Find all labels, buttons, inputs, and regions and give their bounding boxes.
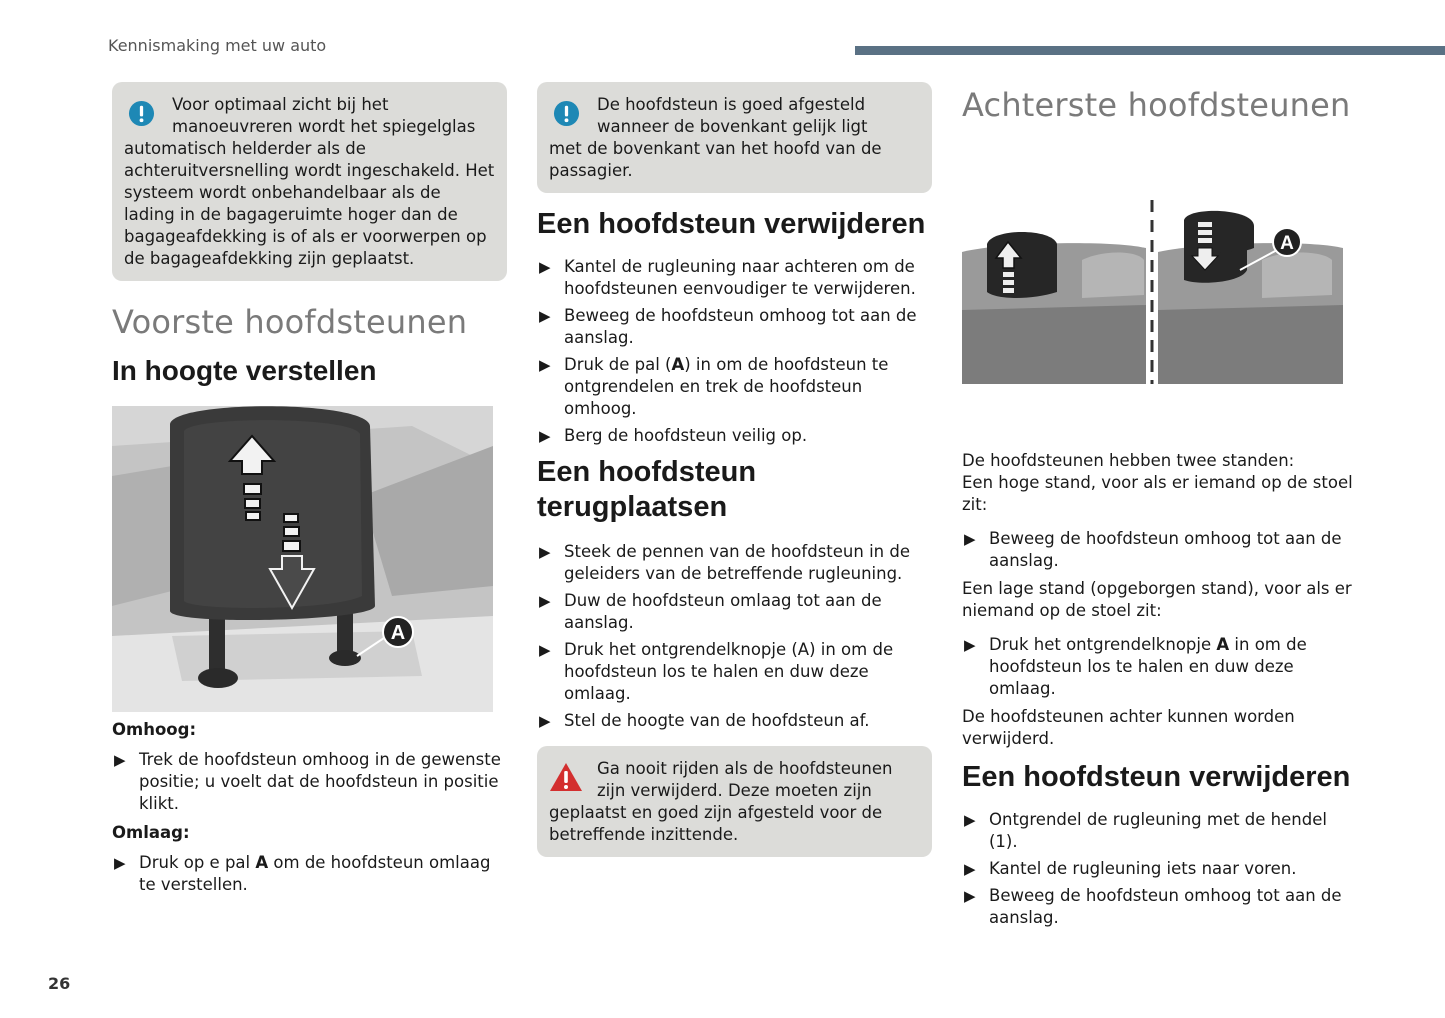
column-1 xyxy=(112,82,507,901)
warning-note: Ga nooit rijden als de hoofdsteunen zijn verwijderd. Deze moeten zijn geplaatst en goed zijn afgesteld voor de betreffende inzittende. xyxy=(537,746,932,857)
intro-text: De hoofdsteunen hebben twee standen: xyxy=(962,451,1295,470)
section-title-rear: Achterste hoofdsteunen xyxy=(962,86,1351,124)
list-item: ▶ Kantel de rugleuning iets naar voren. xyxy=(964,859,1297,878)
triangle-right-icon: ▶ xyxy=(114,854,126,872)
label-omhoog: Omhoog: xyxy=(112,720,197,739)
column-3 xyxy=(962,82,1357,934)
list-item: ▶ Ontgrendel de rugleuning met de hendel (1). xyxy=(964,810,1327,851)
triangle-right-icon: ▶ xyxy=(964,860,976,878)
rear-headrest-figure xyxy=(962,200,1343,384)
info-icon xyxy=(128,100,155,127)
triangle-right-icon: ▶ xyxy=(964,887,976,905)
triangle-right-icon: ▶ xyxy=(539,641,551,659)
triangle-right-icon: ▶ xyxy=(539,307,551,325)
list-item: ▶ Druk op e pal A om de hoofdsteun omlaag te verstellen. xyxy=(114,853,491,894)
triangle-right-icon: ▶ xyxy=(539,258,551,276)
info-icon xyxy=(553,100,580,127)
info-note-rest: automatisch helderder als de achteruitversnelling wordt ingeschakeld. Het systeem wordt onbehandelbaar als de lading in de bagageruimte hoger dan de bagageafdekking is of als er voorwerpen op de bagageafdekking zijn geplaatst. xyxy=(124,139,495,268)
list-item: ▶ Berg de hoofdsteun veilig op. xyxy=(539,426,808,445)
high-text: Een hoge stand, voor als er iemand op de stoel zit: xyxy=(962,473,1353,514)
title-replace: Een hoofdsteun terugplaatsen xyxy=(537,456,757,523)
warning-icon xyxy=(549,762,583,792)
info-note-2: De hoofdsteun is goed afgesteld wanneer de bovenkant gelijk ligt met de bovenkant van het hoofd van de passagier. xyxy=(537,82,932,193)
triangle-right-icon: ▶ xyxy=(539,543,551,561)
triangle-right-icon: ▶ xyxy=(964,530,976,548)
list-item: ▶ Stel de hoogte van de hoofdsteun af. xyxy=(539,711,870,730)
header-bar xyxy=(855,46,1445,55)
triangle-right-icon: ▶ xyxy=(964,811,976,829)
removable-text: De hoofdsteunen achter kunnen worden verwijderd. xyxy=(962,707,1295,748)
page-number: 26 xyxy=(48,974,71,993)
list-item: ▶ Beweeg de hoofdsteun omhoog tot aan de aanslag. xyxy=(539,306,917,347)
list-item: ▶ Beweeg de hoofdsteun omhoog tot aan de aanslag. xyxy=(964,529,1342,570)
running-header: Kennismaking met uw auto xyxy=(108,36,327,55)
list-item: ▶ Duw de hoofdsteun omlaag tot aan de aanslag. xyxy=(539,591,882,632)
list-item: ▶ Druk het ontgrendelknopje A in om de hoofdsteun los te halen en duw deze omlaag. xyxy=(964,635,1307,698)
figure-label-a-rear: A xyxy=(1280,233,1294,254)
title-remove-front: Een hoofdsteun verwijderen xyxy=(537,208,926,240)
list-item: ▶ Beweeg de hoofdsteun omhoog tot aan de aanslag. xyxy=(964,886,1342,927)
label-omlaag: Omlaag: xyxy=(112,823,190,842)
list-item: ▶ Druk de pal (A) in om de hoofdsteun te ontgrendelen en trek de hoofdsteun omhoog. xyxy=(539,355,889,418)
info-note xyxy=(112,82,507,281)
sub-title-height: In hoogte verstellen xyxy=(112,355,377,386)
title-remove-rear: Een hoofdsteun verwijderen xyxy=(962,761,1351,793)
list-item: ▶ Trek de hoofdsteun omhoog in de gewenste positie; u voelt dat de hoofdsteun in positie klikt. xyxy=(114,750,501,813)
list-item: ▶ Druk het ontgrendelknopje (A) in om de hoofdsteun los te halen en duw deze omlaag. xyxy=(539,640,894,703)
front-headrest-figure xyxy=(112,406,493,712)
triangle-right-icon: ▶ xyxy=(114,751,126,769)
list-item: ▶ Kantel de rugleuning naar achteren om de hoofdsteunen eenvoudiger te verwijderen. xyxy=(539,257,916,298)
triangle-right-icon: ▶ xyxy=(539,592,551,610)
figure-label-a-front: A xyxy=(390,622,406,644)
info-note-first: Voor optimaal zicht bij het manoeuvreren wordt het spiegelglas xyxy=(172,95,476,136)
triangle-right-icon: ▶ xyxy=(539,356,551,374)
low-text: Een lage stand (opgeborgen stand), voor als er niemand op de stoel zit: xyxy=(962,579,1352,620)
triangle-right-icon: ▶ xyxy=(539,427,551,445)
section-title-front: Voorste hoofdsteunen xyxy=(112,303,468,341)
triangle-right-icon: ▶ xyxy=(964,636,976,654)
column-2 xyxy=(537,82,932,857)
triangle-right-icon: ▶ xyxy=(539,712,551,730)
list-item: ▶ Steek de pennen van de hoofdsteun in de geleiders van de betreffende rugleuning. xyxy=(539,542,910,583)
